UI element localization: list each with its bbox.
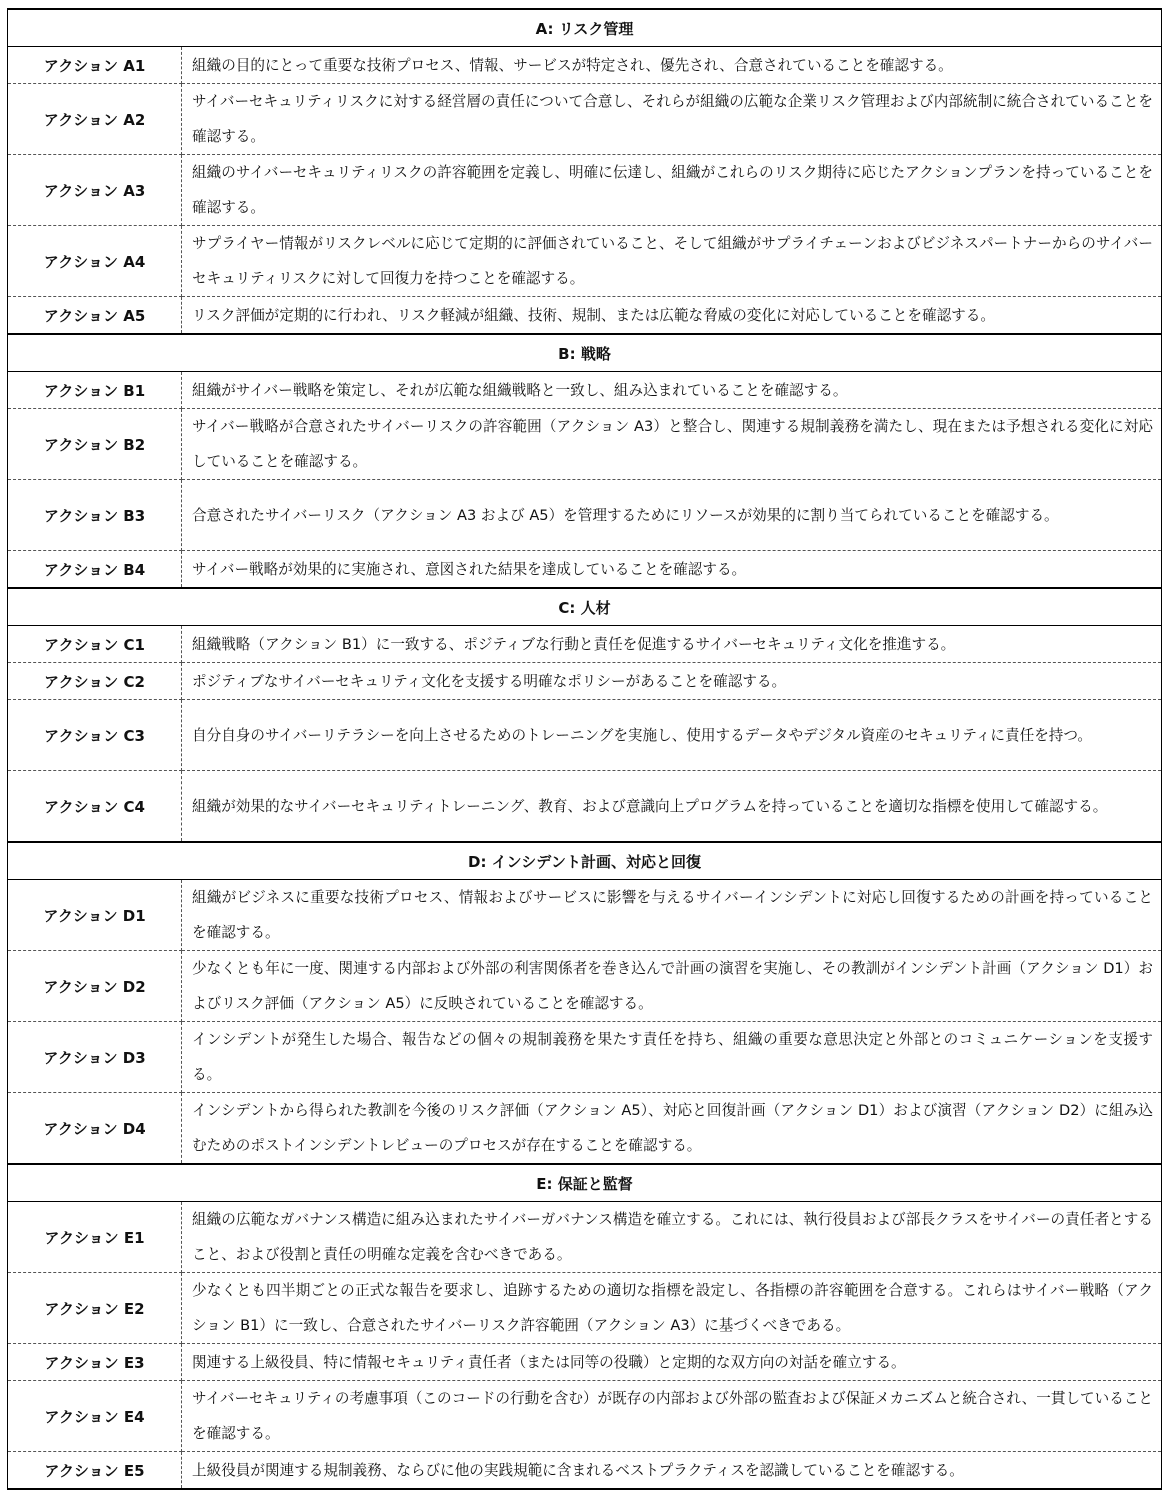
action-label: アクション C2 [8, 663, 182, 700]
action-label: アクション E3 [8, 1344, 182, 1381]
action-label: アクション A5 [8, 297, 182, 335]
section-title: A: リスク管理 [8, 9, 1162, 47]
action-label: アクション E4 [8, 1381, 182, 1452]
table-row [8, 626, 1162, 663]
action-text: サイバーセキュリティリスクに対する経営層の責任について合意し、それらが組織の広範な企業リスク管理および内部統制に統合されていることを確認する。 [182, 84, 1162, 155]
action-text: 少なくとも年に一度、関連する内部および外部の利害関係者を巻き込んで計画の演習を実施し、その教訓がインシデント計画（アクション D1）およびリスク評価（アクション A5）に反映されていることを確認する。 [182, 951, 1162, 1022]
table-row [8, 47, 1162, 84]
action-label: アクション C1 [8, 626, 182, 663]
table-row [8, 297, 1162, 335]
table-row [8, 951, 1162, 1022]
action-text: インシデントが発生した場合、報告などの個々の規制義務を果たす責任を持ち、組織の重要な意思決定と外部とのコミュニケーションを支援する。 [182, 1022, 1162, 1093]
action-label: アクション E1 [8, 1202, 182, 1273]
action-text: 少なくとも四半期ごとの正式な報告を要求し、追跡するための適切な指標を設定し、各指標の許容範囲を合意する。これらはサイバー戦略（アクション B1）に一致し、合意されたサイバーリスク許容範囲（アクション A3）に基づくべきである。 [182, 1273, 1162, 1344]
action-text: 関連する上級役員、特に情報セキュリティ責任者（または同等の役職）と定期的な双方向の対話を確立する。 [182, 1344, 1162, 1381]
table-row [8, 480, 1162, 551]
action-text: 組織の目的にとって重要な技術プロセス、情報、サービスが特定され、優先され、合意されていることを確認する。 [182, 47, 1162, 84]
action-text: サプライヤー情報がリスクレベルに応じて定期的に評価されていること、そして組織がサプライチェーンおよびビジネスパートナーからのサイバーセキュリティリスクに対して回復力を持つことを確認する。 [182, 226, 1162, 297]
action-text: インシデントから得られた教訓を今後のリスク評価（アクション A5）、対応と回復計画（アクション D1）および演習（アクション D2）に組み込むためのポストインシデントレビューのプロセスが存在することを確認する。 [182, 1093, 1162, 1165]
action-text: リスク評価が定期的に行われ、リスク軽減が組織、技術、規制、または広範な脅威の変化に対応していることを確認する。 [182, 297, 1162, 335]
action-text: サイバーセキュリティの考慮事項（このコードの行動を含む）が既存の内部および外部の監査および保証メカニズムと統合され、一貫していることを確認する。 [182, 1381, 1162, 1452]
table-row [8, 1273, 1162, 1344]
table-row [8, 1202, 1162, 1273]
section-header-a [8, 9, 1162, 47]
action-label: アクション B1 [8, 372, 182, 409]
table-row [8, 409, 1162, 480]
table-row [8, 226, 1162, 297]
governance-code-table [7, 8, 1162, 1490]
action-text: 組織のサイバーセキュリティリスクの許容範囲を定義し、明確に伝達し、組織がこれらのリスク期待に応じたアクションプランを持っていることを確認する。 [182, 155, 1162, 226]
action-text: 組織がサイバー戦略を策定し、それが広範な組織戦略と一致し、組み込まれていることを確認する。 [182, 372, 1162, 409]
action-label: アクション B2 [8, 409, 182, 480]
table-row [8, 1381, 1162, 1452]
table-row [8, 700, 1162, 771]
action-label: アクション D1 [8, 880, 182, 951]
table-row [8, 84, 1162, 155]
action-text: 自分自身のサイバーリテラシーを向上させるためのトレーニングを実施し、使用するデータやデジタル資産のセキュリティに責任を持つ。 [182, 700, 1162, 771]
action-label: アクション A3 [8, 155, 182, 226]
section-title: C: 人材 [8, 588, 1162, 626]
action-text: ポジティブなサイバーセキュリティ文化を支援する明確なポリシーがあることを確認する。 [182, 663, 1162, 700]
table-row [8, 155, 1162, 226]
action-text: 組織が効果的なサイバーセキュリティトレーニング、教育、および意識向上プログラムを持っていることを適切な指標を使用して確認する。 [182, 771, 1162, 843]
action-text: サイバー戦略が合意されたサイバーリスクの許容範囲（アクション A3）と整合し、関連する規制義務を満たし、現在または予想される変化に対応していることを確認する。 [182, 409, 1162, 480]
section-header-b [8, 334, 1162, 372]
table-row [8, 1022, 1162, 1093]
table-row [8, 771, 1162, 843]
table-row [8, 880, 1162, 951]
table-row [8, 1093, 1162, 1165]
table-row [8, 663, 1162, 700]
governance-code-table-container [7, 8, 1161, 1490]
section-title: B: 戦略 [8, 334, 1162, 372]
section-title: D: インシデント計画、対応と回復 [8, 842, 1162, 880]
action-text: 合意されたサイバーリスク（アクション A3 および A5）を管理するためにリソースが効果的に割り当てられていることを確認する。 [182, 480, 1162, 551]
table-row [8, 551, 1162, 589]
section-header-e [8, 1164, 1162, 1202]
action-label: アクション C4 [8, 771, 182, 843]
section-header-d [8, 842, 1162, 880]
action-label: アクション D4 [8, 1093, 182, 1165]
action-label: アクション A2 [8, 84, 182, 155]
table-row [8, 372, 1162, 409]
action-label: アクション C3 [8, 700, 182, 771]
section-title: E: 保証と監督 [8, 1164, 1162, 1202]
action-label: アクション B4 [8, 551, 182, 589]
table-row [8, 1452, 1162, 1490]
action-label: アクション E5 [8, 1452, 182, 1490]
action-label: アクション A4 [8, 226, 182, 297]
action-label: アクション B3 [8, 480, 182, 551]
action-text: 組織がビジネスに重要な技術プロセス、情報およびサービスに影響を与えるサイバーインシデントに対応し回復するための計画を持っていることを確認する。 [182, 880, 1162, 951]
section-header-c [8, 588, 1162, 626]
action-label: アクション A1 [8, 47, 182, 84]
action-label: アクション D3 [8, 1022, 182, 1093]
action-text: サイバー戦略が効果的に実施され、意図された結果を達成していることを確認する。 [182, 551, 1162, 589]
action-text: 組織の広範なガバナンス構造に組み込まれたサイバーガバナンス構造を確立する。これには、執行役員および部長クラスをサイバーの責任者とすること、および役割と責任の明確な定義を含むべきである。 [182, 1202, 1162, 1273]
action-text: 組織戦略（アクション B1）に一致する、ポジティブな行動と責任を促進するサイバーセキュリティ文化を推進する。 [182, 626, 1162, 663]
table-row [8, 1344, 1162, 1381]
action-text: 上級役員が関連する規制義務、ならびに他の実践規範に含まれるベストプラクティスを認識していることを確認する。 [182, 1452, 1162, 1490]
action-label: アクション D2 [8, 951, 182, 1022]
action-label: アクション E2 [8, 1273, 182, 1344]
